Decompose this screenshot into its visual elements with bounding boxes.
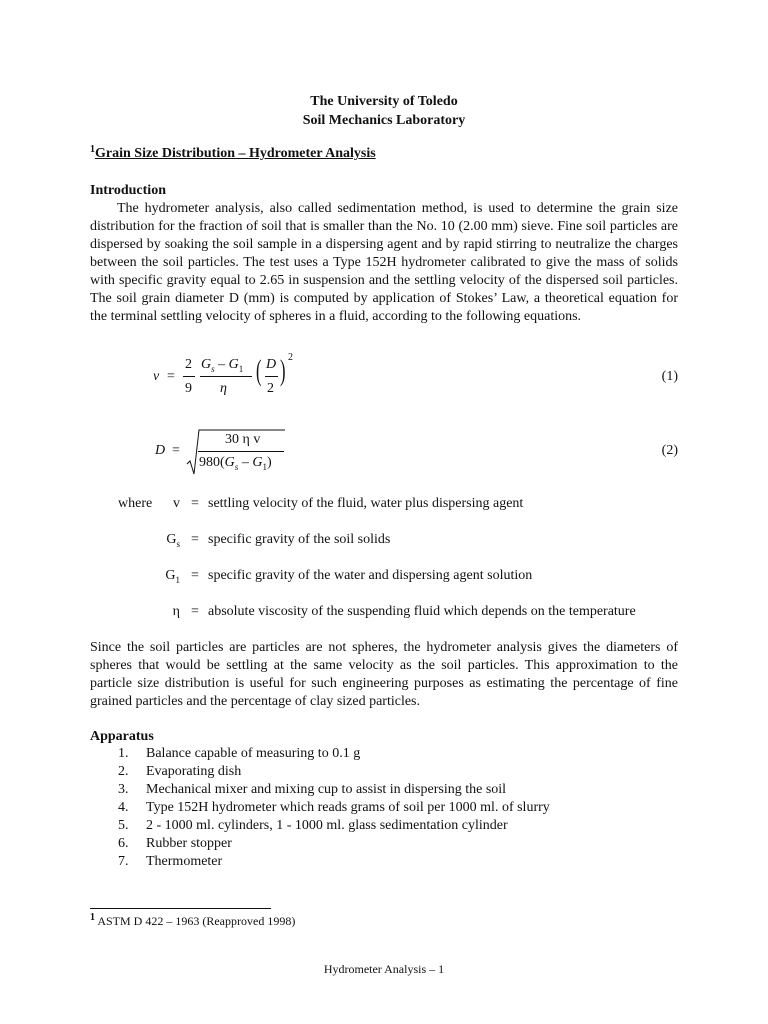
- list-item-number: 1.: [118, 746, 129, 761]
- list-item: Thermometer: [146, 854, 223, 869]
- eq1-exponent: 2: [288, 352, 293, 363]
- list-item-number: 5.: [118, 818, 129, 833]
- def-text-v: settling velocity of the fluid, water plus dispersing agent: [208, 496, 524, 511]
- list-item-number: 2.: [118, 764, 129, 779]
- university-name: The University of Toledo: [310, 94, 458, 109]
- def-text-g1: specific gravity of the water and dispersing agent solution: [208, 568, 533, 583]
- page-footer: Hydrometer Analysis – 1: [323, 962, 445, 976]
- introduction-paragraph: The hydrometer analysis, also called sedimentation method, is used to determine the grain size distribution for the fraction of soil that is smaller than the No. 10 (2.00 mm) sieve. Fine soil particles are dispersed by soaking the soil sample in a dispersing agent and by rapid stirring to neutralize the charges between the soil particles. The test uses a Type 152H hydrometer calibrated to give the mass of solids with specific gravity equal to 2.65 in suspension and the settling velocity of the dispersed soil particles. The soil grain diameter D (mm) is computed by application of Stokes’ Law, a theoretical equation for the terminal settling velocity of spheres in a fluid, according to the following equations.: [90, 201, 678, 324]
- eq1-equals: =: [167, 369, 175, 384]
- list-item: Mechanical mixer and mixing cup to assist in dispersing the soil: [146, 782, 507, 797]
- def-equals-gs: =: [191, 532, 199, 547]
- footnote: [90, 914, 295, 929]
- title-text: Grain Size Distribution – Hydrometer Analysis: [95, 146, 376, 161]
- eq2-equals: =: [172, 443, 180, 458]
- list-item-number: 3.: [118, 782, 129, 797]
- title-footnote-marker: 1: [90, 144, 95, 155]
- eq1-coef-line: [183, 376, 195, 377]
- eq1-main-line: [200, 376, 252, 377]
- apparatus-heading: Apparatus: [90, 729, 154, 744]
- eq1-coef-den: 9: [185, 381, 192, 396]
- list-item: 2 - 1000 ml. cylinders, 1 - 1000 ml. glass sedimentation cylinder: [146, 818, 508, 833]
- def-equals-v: =: [191, 496, 199, 511]
- eq1-paren-line: [265, 376, 278, 377]
- introduction-heading: Introduction: [90, 183, 166, 198]
- eq2-numerator: 30 η v: [225, 432, 261, 447]
- list-item: Type 152H hydrometer which reads grams of soil per 1000 ml. of slurry: [146, 800, 550, 815]
- eq2-denominator: $980(G_s - G_1)$: [199, 455, 272, 472]
- where-label: where: [118, 496, 153, 511]
- def-symbol-eta: η: [172, 604, 180, 619]
- def-text-eta: absolute viscosity of the suspending fluid which depends on the temperature: [208, 604, 636, 619]
- def-text-gs: specific gravity of the soil solids: [208, 532, 391, 547]
- footnote-text: ASTM D 422 – 1963 (Reapproved 1998): [95, 914, 296, 928]
- def-symbol-gs: $G_s$: [166, 532, 180, 549]
- list-item-number: 6.: [118, 836, 129, 851]
- eq1-denominator: η: [220, 381, 227, 396]
- eq1-paren-open: (: [256, 354, 262, 387]
- approximation-paragraph: Since the soil particles are particles are not spheres, the hydrometer analysis gives the diameters of spheres that would be settling at the same velocity as the soil particles. This approximation to the particle size distribution is useful for such engineering purposes as estimating the percentage of fine grained particles and the percentage of clay sized particles.: [90, 640, 678, 709]
- list-item-number: 7.: [118, 854, 129, 869]
- eq1-coef-num: 2: [185, 357, 192, 372]
- eq1-paren-close: ): [280, 354, 286, 387]
- eq2-lhs: D: [155, 443, 166, 458]
- list-item: Balance capable of measuring to 0.1 g: [146, 746, 361, 761]
- lab-name: Soil Mechanics Laboratory: [302, 113, 466, 128]
- eq1-paren-den: 2: [267, 381, 274, 396]
- eq1-paren-num: D: [266, 357, 277, 372]
- eq2-number: (2): [661, 443, 678, 458]
- eq1-lhs: v: [153, 369, 160, 384]
- document-title: [90, 146, 376, 162]
- footnote-marker: 1: [90, 912, 95, 923]
- def-equals-eta: =: [191, 604, 199, 619]
- list-item-number: 4.: [118, 800, 129, 815]
- footnote-divider: [90, 908, 271, 909]
- eq1-number: (1): [661, 369, 678, 384]
- list-item: Rubber stopper: [146, 836, 232, 851]
- def-symbol-v: v: [173, 496, 180, 511]
- eq1-numerator: $G_s - G_1$: [201, 357, 244, 374]
- def-symbol-g1: $G_1$: [165, 568, 180, 585]
- eq2-main-line: [198, 451, 284, 452]
- def-equals-g1: =: [191, 568, 199, 583]
- list-item: Evaporating dish: [146, 764, 242, 779]
